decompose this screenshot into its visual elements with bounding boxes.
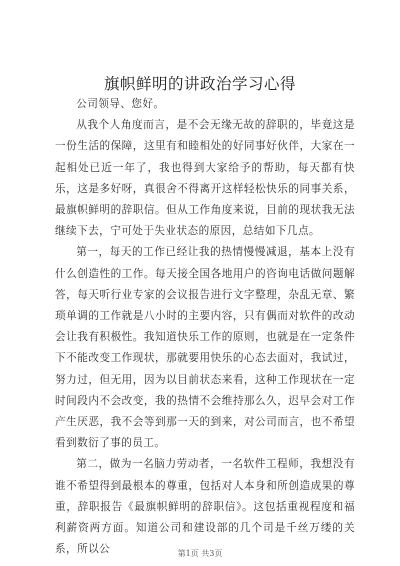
paragraph-2: 第一，每天的工作已经让我的热情慢慢减退，基本上没有什么创造性的工作。每天接全国各地用户的咨询电话做问题解答，每天听行业专家的会议报告进行文字整理，杂乱无章、繁琐单调的工作就是八小时的主要内容，只有偶而对软件的改动会让我有积极性。我知道快乐工作的原则，也就是在一定条件下不能改变工作现状，那就要用快乐的心态去面对，我试过，努力过，但无用，因为以目前状态来看，这种工作现状在一定时间段内不会改变，我的热情不会维持那么久，迟早会对工作产生厌恶，我不会等到那一天的到来，对公司而言，也不希望看到数衍了事的员工。 — [55, 246, 355, 450]
page-number: 第1页 共3页 — [177, 549, 223, 558]
paragraph-3: 第二，做为一名脑力劳动者，一名软件工程师，我想没有谁不希望得到最根本的尊重，包括对人本身和所创造成果的尊重，辞职报告《最旗帜鲜明的辞职信》。这包括重视程度和福利薪资两方面。知道公司和建设部的几个司是千丝万缕的关系，所以公 — [55, 458, 355, 556]
salutation: 公司领导、您好。 — [76, 98, 165, 110]
document-title: 旗帜鲜明的讲政治学习心得 — [103, 75, 296, 93]
paragraph-1: 从我个人角度而言，是不会无缘无故的辞职的，毕竟这是一份生活的保障，这里有和睦相处的好同事好伙伴，大家在一起相处已近一年了，我也得到大家给予的帮助，每天都有快乐，这是多好呀，真很舍不得离开这样轻松快乐的同事关系，最旗帜鲜明的辞职信。但从工作角度来说，目前的现状我无法继续下去，宁可处于失业状态的原因，总结如下几点。 — [55, 119, 355, 238]
document-body — [55, 94, 355, 560]
